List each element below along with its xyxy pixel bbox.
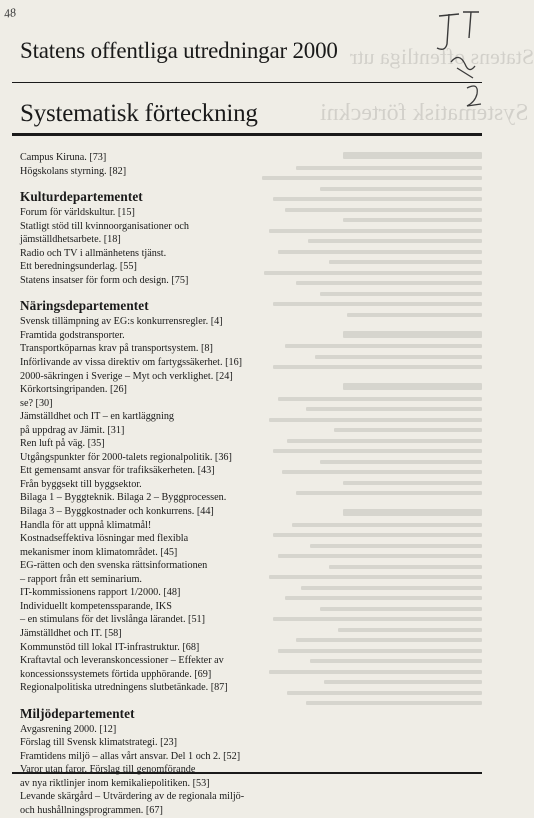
list-item: och hushållningsprogrammen. [67]: [20, 804, 163, 816]
list-item: Högskolans styrning. [82]: [20, 165, 127, 177]
list-item: Från byggsekt till byggsektor.: [20, 478, 142, 490]
list-item: Jämställdhet och IT. [58]: [20, 627, 122, 639]
list-item: Kraftavtal och leveranskoncessioner – Effekter av: [20, 655, 224, 667]
section-heading-naring: Näringsdepartementet: [20, 298, 149, 314]
list-item: Kostnadseffektiva lösningar med flexibla: [20, 533, 189, 545]
list-item: 2000-säkringen i Sverige – Myt och verklighet. [24]: [20, 370, 233, 382]
listing-column: [20, 151, 255, 818]
list-item: koncessionssystemets förtida upphörande. [69]: [20, 668, 212, 680]
show-through-title: Statens offentliga utr: [350, 44, 534, 69]
list-item: se? [30]: [20, 397, 53, 409]
list-item: Varor utan faror. Förslag till genomförande: [20, 764, 196, 776]
section-kultur-entries: [20, 206, 255, 287]
list-item: Avgasrening 2000. [12]: [20, 723, 117, 735]
list-item: Framtida godstransporter.: [20, 329, 125, 341]
list-item: Statligt stöd till kvinnoorganisationer och: [20, 220, 190, 232]
page-title: Statens offentliga utredningar 2000: [20, 38, 338, 63]
list-item: Individuellt kompetenssparande, IKS: [20, 600, 172, 612]
list-item: Ett gemensamt ansvar för trafiksäkerheten. [43]: [20, 465, 215, 477]
list-item: Campus Kiruna. [73]: [20, 152, 107, 163]
list-item: Regionalpolitiska utredningens slutbetänkade. [87]: [20, 682, 228, 694]
section-naring-entries: [20, 315, 255, 694]
list-item: Ren luft på väg. [35]: [20, 438, 105, 450]
list-item: Levande skärgård – Utvärdering av de regionala miljö-: [20, 791, 245, 803]
list-item: jämställdhetsarbete. [18]: [20, 234, 121, 246]
list-item: på uppdrag av Jämit. [31]: [20, 424, 125, 436]
section-miljo-entries: [20, 723, 255, 818]
section-heading-kultur: Kulturdepartementet: [20, 189, 143, 205]
list-item: mekanismer inom klimatområdet. [45]: [20, 546, 178, 558]
margin-handwritten-notes: [429, 4, 489, 114]
list-item: Radio och TV i allmänhetens tjänst.: [20, 247, 167, 259]
list-item: Införlivande av vissa direktiv om fartygssäkerhet. [16]: [20, 357, 243, 369]
list-item: Bilaga 1 – Byggteknik. Bilaga 2 – Byggprocessen.: [20, 492, 227, 504]
list-item: IT-kommissionens rapport 1/2000. [48]: [20, 587, 181, 599]
list-item: Förslag till Svensk klimatstrategi. [23]: [20, 737, 178, 749]
list-item: Kommunstöd till lokal IT-infrastruktur. [68]: [20, 641, 200, 653]
show-through-subtitle: Systematisk förteckni: [320, 100, 529, 126]
list-item: Bilaga 3 – Byggkostnader och konkurrens. [44]: [20, 506, 214, 518]
list-item: Utgångspunkter för 2000-talets regionalpolitik. [36]: [20, 451, 232, 463]
list-item: Transportköparnas krav på transportsystem. [8]: [20, 343, 213, 355]
list-item: Ett beredningsunderlag. [55]: [20, 261, 137, 273]
handwriting-icon: [429, 4, 489, 114]
list-item: Framtidens miljö – allas vårt ansvar. Del 1 och 2. [52]: [20, 750, 241, 762]
list-item: – rapport från ett seminarium.: [20, 573, 142, 585]
title-divider: [12, 82, 482, 83]
list-item: Statens insatser för form och design. [75]: [20, 274, 189, 286]
list-item: Handla för att uppnå klimatmål!: [20, 519, 152, 531]
list-item: av nya riktlinjer inom kemikaliepolitiken. [53]: [20, 777, 210, 789]
list-item: Svensk tillämpning av EG:s konkurrensregler. [4]: [20, 316, 223, 328]
list-item: – en stimulans för det livslånga lärandet. [51]: [20, 614, 206, 626]
show-through-column: [250, 138, 482, 788]
list-item: Jämställdhet och IT – en kartläggning: [20, 411, 175, 423]
page-subtitle: Systematisk förteckning: [20, 100, 258, 127]
list-item: Forum för världskultur. [15]: [20, 207, 135, 219]
list-item: EG-rätten och den svenska rättsinformationen: [20, 560, 208, 572]
intro-list: [20, 151, 255, 178]
subtitle-divider-thick: [12, 133, 482, 136]
list-item: Körkortsingripanden. [26]: [20, 384, 127, 396]
corner-handwritten-note: 48: [2, 5, 18, 21]
section-heading-miljo: Miljödepartementet: [20, 705, 135, 721]
